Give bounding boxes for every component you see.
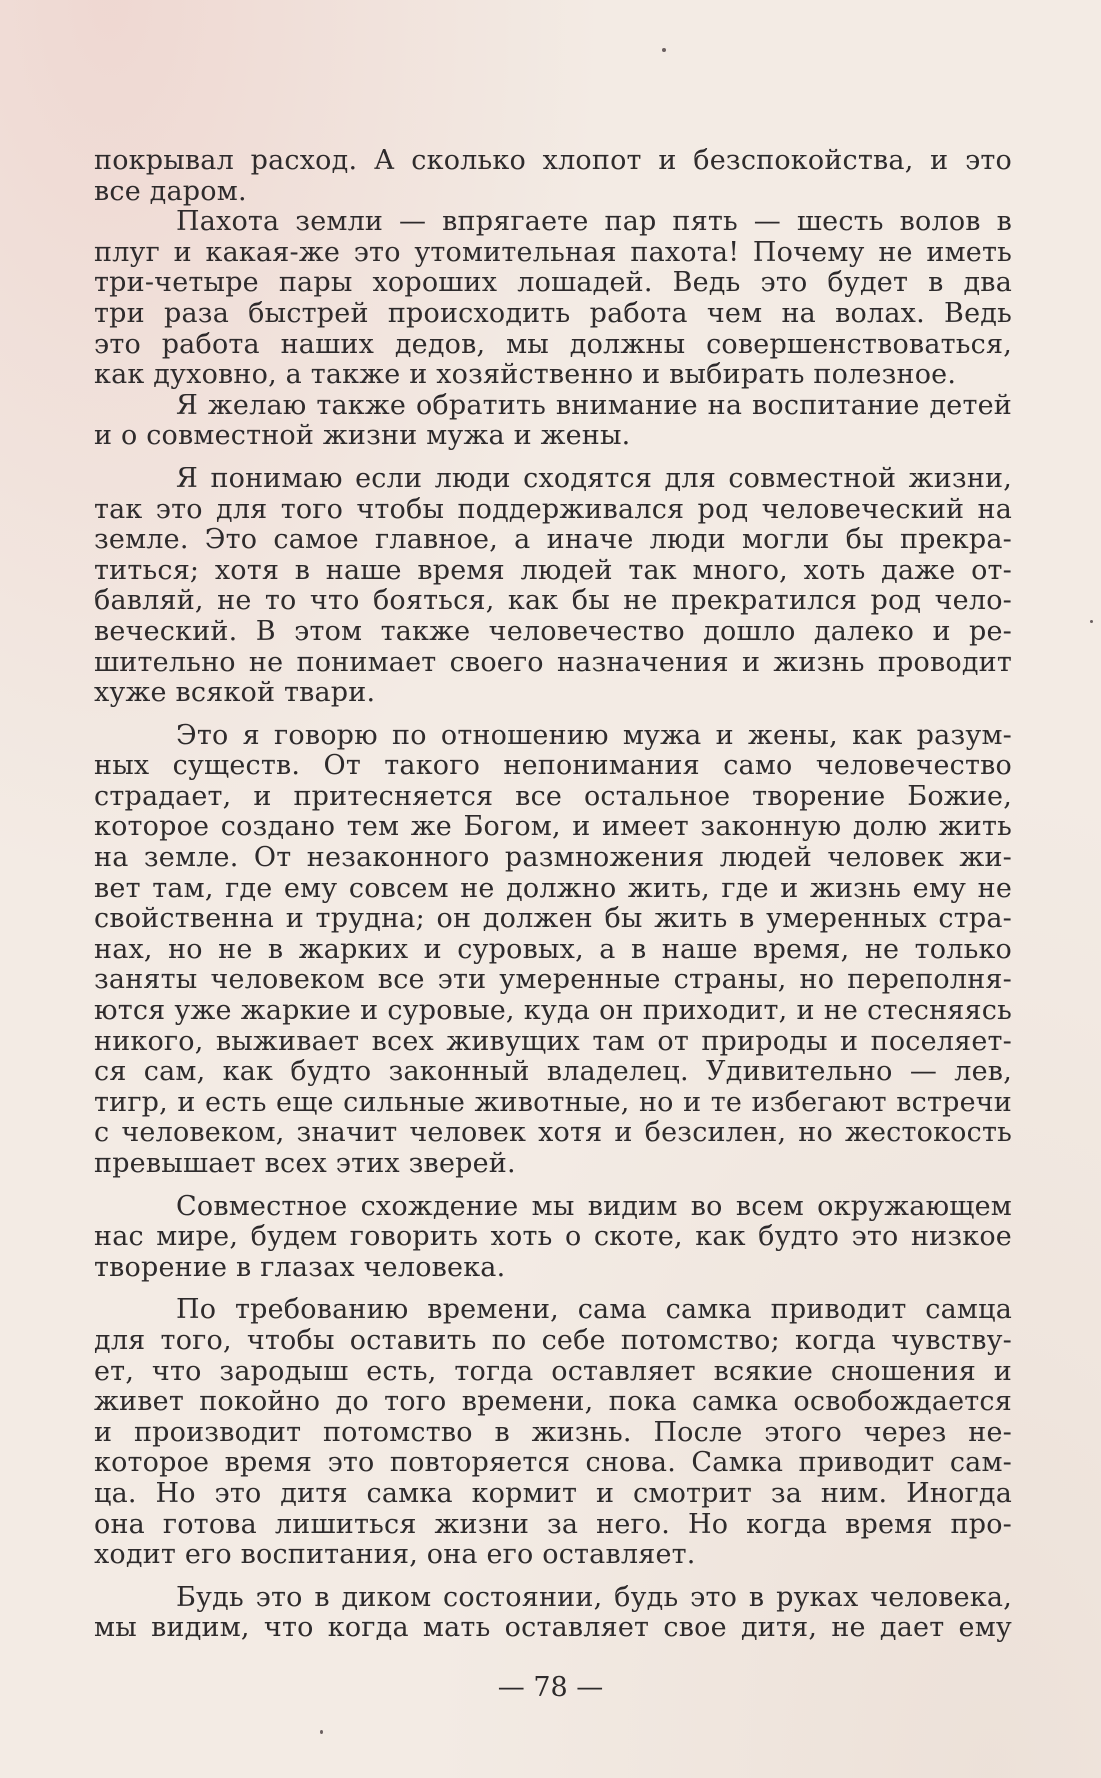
text-line: она готова лишиться жизни за него. Но когда время про- — [94, 1508, 1012, 1540]
text-line: титься; хотя в наше время людей так много, хоть даже от- — [94, 554, 1012, 586]
print-speck — [1090, 620, 1093, 623]
text-line: на земле. От незаконного размножения людей человек жи- — [94, 842, 1012, 874]
text-line: все даром. — [94, 175, 247, 207]
text-line: заняты человеком все эти умеренные страны, но переполня- — [94, 964, 1012, 996]
text-line: ходит его воспитания, она его оставляет. — [94, 1539, 696, 1571]
text-line: земле. Это самое главное, а иначе люди могли бы прекра- — [94, 524, 1012, 556]
paragraph — [94, 1192, 1012, 1284]
text-line: как духовно, а также и хозяйственно и выбирать полезное. — [94, 359, 957, 391]
text-line: нах, но не в жарких и суровых, а в наше время, не только — [94, 933, 1012, 965]
text-line: По требованию времени, сама самка приводит самца — [176, 1294, 1012, 1326]
page-number: — 78 — — [497, 1672, 604, 1703]
text-line: бавляй, не то что бояться, как бы не прекратился род чело- — [94, 585, 1012, 617]
paragraph — [94, 146, 1012, 207]
text-line: покрывал расход. А сколько хлопот и безспокойства, и это — [94, 145, 1012, 176]
paragraph-gap — [94, 1180, 1012, 1192]
text-line: ся сам, как будто законный владелец. Удивительно — лев, — [94, 1056, 1012, 1088]
text-line: Это я говорю по отношению мужа и жены, как разум- — [176, 719, 1012, 751]
text-line: ет, что зародыш есть, тогда оставляет всякие сношения и — [94, 1355, 1012, 1387]
text-line: Я желаю также обратить внимание на воспитание детей — [176, 389, 1012, 421]
text-line: превышает всех этих зверей. — [94, 1148, 516, 1179]
paragraph — [94, 1583, 1012, 1644]
text-line: нас мире, будем говорить хоть о скоте, как будто это низкое — [94, 1221, 1012, 1253]
text-line: три-четыре пары хороших лошадей. Ведь это будет в два — [94, 267, 1012, 299]
text-line: мы видим, что когда мать оставляет свое дитя, не дает ему — [94, 1612, 1012, 1644]
text-line: страдает, и притесняется все остальное творение Божие, — [94, 780, 1012, 812]
paragraph — [94, 1295, 1012, 1570]
text-line: Пахота земли — впрягаете пар пять — шесть волов в — [176, 206, 1012, 238]
text-line: с человеком, значит человек хотя и безсилен, но жестокость — [94, 1117, 1012, 1149]
print-speck — [662, 48, 666, 52]
paragraph — [94, 391, 1012, 452]
paragraph — [94, 464, 1012, 709]
text-line: для того, чтобы оставить по себе потомство; когда чувству- — [94, 1324, 1012, 1356]
text-line: никого, выживает всех живущих там от природы и поселяет- — [94, 1025, 1012, 1057]
text-line: Я понимаю если люди сходятся для совместной жизни, — [176, 462, 1012, 494]
paragraph — [94, 721, 1012, 1180]
text-line: живет покойно до того времени, пока самка освобождается — [94, 1386, 1012, 1418]
page-text — [94, 146, 1012, 1644]
text-line: творение в глазах человека. — [94, 1251, 506, 1283]
text-line: хуже всякой твари. — [94, 677, 376, 709]
text-line: Будь это в диком состоянии, будь это в руках человека, — [176, 1581, 1012, 1613]
text-line: вет там, где ему совсем не должно жить, где и жизнь ему не — [94, 872, 1012, 904]
print-speck — [320, 1730, 323, 1734]
text-line: и о совместной жизни мужа и жены. — [94, 420, 631, 452]
text-line: ются уже жаркие и суровые, куда он приходит, и не стесняясь — [94, 995, 1012, 1027]
text-line: веческий. В этом также человечество дошло далеко и ре- — [94, 615, 1012, 647]
text-line: три раза быстрей происходить работа чем на волах. Ведь — [94, 297, 1012, 329]
text-line: ца. Но это дитя самка кормит и смотрит за ним. Иногда — [94, 1477, 1012, 1509]
text-line: и производит потомство в жизнь. После этого через не- — [94, 1416, 1012, 1448]
text-line: которое создано тем же Богом, и имеет законную долю жить — [94, 811, 1012, 843]
text-line: это работа наших дедов, мы должны совершенствоваться, — [94, 328, 1012, 360]
text-line: плуг и какая-же это утомительная пахота! Почему не иметь — [94, 236, 1012, 268]
text-line: которое время это повторяется снова. Самка приводит сам- — [94, 1447, 1012, 1479]
paragraph — [94, 207, 1012, 391]
text-line: свойственна и трудна; он должен бы жить в умеренных стра- — [94, 903, 1012, 935]
text-line: ных существ. От такого непонимания само человечество — [94, 750, 1012, 782]
paragraph-gap — [94, 709, 1012, 721]
text-line: так это для того чтобы поддерживался род человеческий на — [94, 493, 1012, 525]
text-line: Совместное схождение мы видим во всем окружающем — [176, 1190, 1012, 1222]
text-line: тигр, и есть еще сильные животные, но и те избегают встречи — [94, 1086, 1012, 1118]
text-line: шительно не понимает своего назначения и жизнь проводит — [94, 646, 1012, 678]
paragraph-gap — [94, 1571, 1012, 1583]
